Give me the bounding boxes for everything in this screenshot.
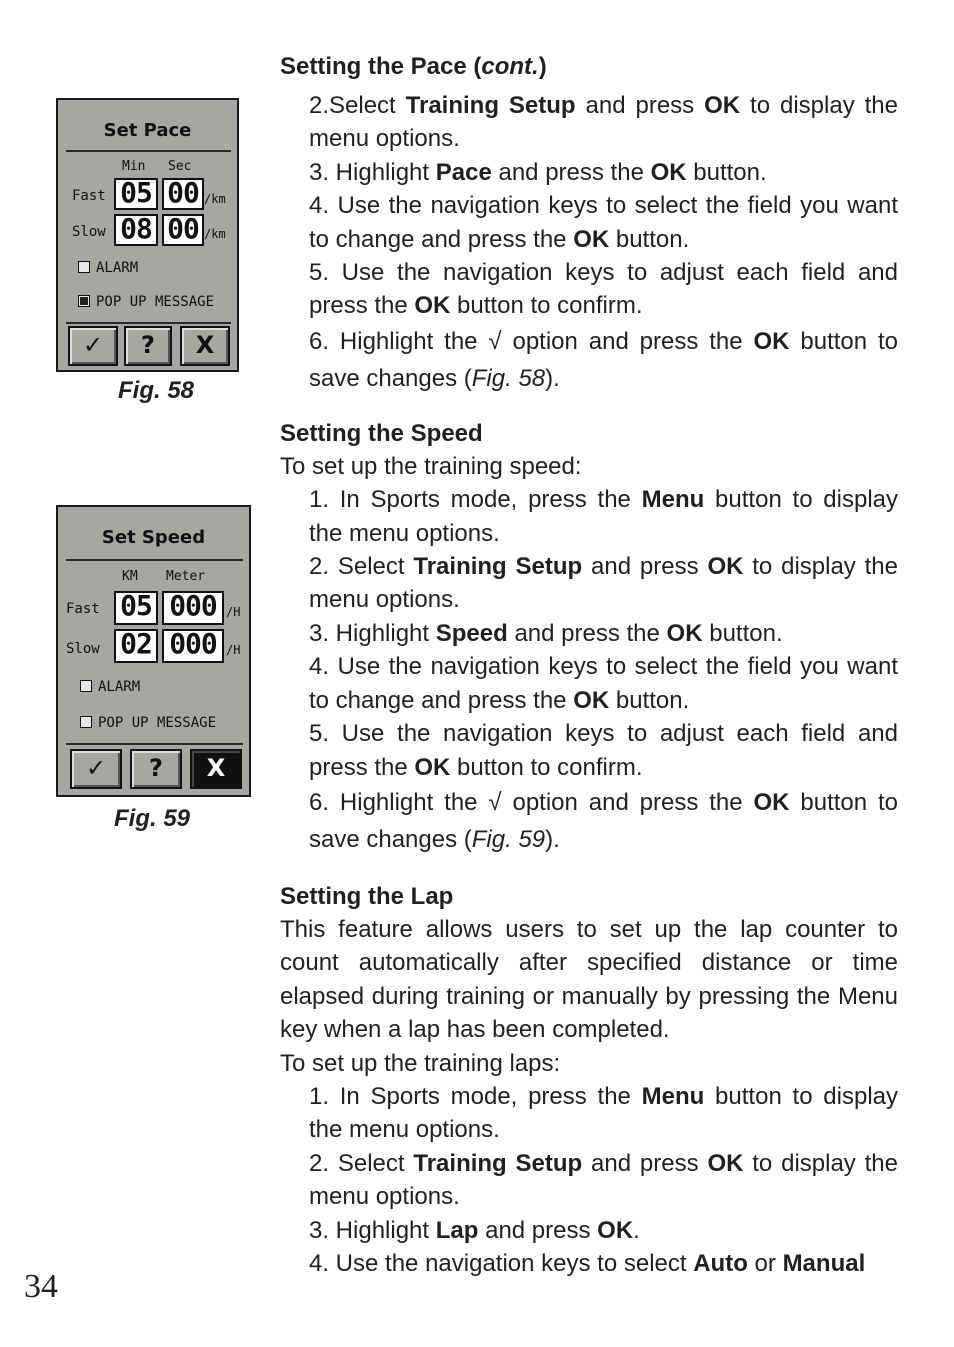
fast-meter-field[interactable]: 000 [162,591,224,625]
popup-option[interactable] [80,715,216,731]
popup-checkbox[interactable] [78,295,90,307]
lap-steps [280,1080,898,1280]
slow-label: Slow [72,224,106,240]
alarm-label: ALARM [96,260,139,276]
main-text [280,50,898,1280]
fast-unit: /km [204,192,226,206]
confirm-button[interactable]: ✓ [68,326,118,366]
slow-km-field[interactable]: 02 [114,629,158,663]
speed-step-4: 4. Use the navigation keys to select the field you want to change and press the OK button. [309,653,898,714]
fig-59-caption: Fig. 59 [114,805,191,832]
alarm-option[interactable] [80,679,140,695]
set-pace-screen [56,98,239,372]
slow-meter-field[interactable]: 000 [162,629,224,663]
help-button[interactable]: ? [124,326,172,366]
title-divider [66,559,243,561]
lap-intro-2: To set up the training laps: [280,1049,561,1077]
meter-header: Meter [166,569,206,584]
fast-km-field[interactable]: 05 [114,591,158,625]
speed-step-5: 5. Use the navigation keys to adjust each field and press the OK button to confirm. [309,720,898,781]
lap-step-3: 3. Highlight Lap and press OK. [309,1216,640,1244]
buttons-divider [66,743,243,745]
pace-step-5: 5. Use the navigation keys to adjust each field and press the OK button to confirm. [309,259,898,320]
slow-min-field[interactable]: 08 [114,214,158,246]
fast-label: Fast [66,601,100,617]
set-pace-title: Set Pace [103,120,192,141]
pace-step-6: 6. Highlight the √ option and press the OK button to save changes (Fig. 58). [309,327,899,392]
speed-steps [280,483,898,858]
popup-label: POP UP MESSAGE [96,294,215,310]
speed-step-3: 3. Highlight Speed and press the OK button. [309,619,783,647]
slow-unit: /km [204,227,226,241]
speed-section [280,417,898,858]
lap-step-2: 2. Select Training Setup and press OK to display the menu options. [309,1149,899,1211]
alarm-option[interactable] [78,260,138,276]
fast-min-field[interactable]: 05 [114,178,158,210]
pace-step-2: 2.Select Training Setup and press OK to display the menu options. [309,92,898,153]
fast-unit: /H [226,605,241,619]
popup-label: POP UP MESSAGE [98,715,217,731]
speed-step-2: 2. Select Training Setup and press OK to display the menu options. [309,553,899,614]
cancel-button[interactable]: X [180,326,230,366]
set-speed-title: Set Speed [101,527,206,548]
pace-step-4: 4. Use the navigation keys to select the field you want to change and press the OK button. [309,192,898,253]
speed-step-1: 1. In Sports mode, press the Menu button to display the menu options. [309,486,899,547]
fig-58-caption: Fig. 58 [118,377,195,404]
lap-heading: Setting the Lap [280,882,454,910]
lap-intro: This feature allows users to set up the lap counter to count automatically after specified distance or time elapsed during training or manually by pressing the Menu key when a lap has been completed. [280,915,898,1044]
popup-checkbox[interactable] [80,716,92,728]
min-header: Min [122,159,146,174]
speed-heading: Setting the Speed [280,419,483,447]
speed-intro: To set up the training speed: [280,452,582,480]
alarm-label: ALARM [98,679,141,695]
title-divider [66,150,231,152]
sec-header: Sec [168,159,192,174]
alarm-checkbox[interactable] [80,680,92,692]
confirm-button[interactable]: ✓ [70,749,122,789]
pace-step-3: 3. Highlight Pace and press the OK button. [309,158,767,186]
buttons-divider [66,322,231,324]
speed-step-6: 6. Highlight the √ option and press the OK button to save changes (Fig. 59). [309,788,899,853]
lap-step-1: 1. In Sports mode, press the Menu button to display the menu options. [309,1082,899,1144]
pace-heading: Setting the Pace (cont.) [280,53,547,80]
fast-sec-field[interactable]: 00 [162,178,204,210]
page-number: 34 [24,1268,58,1305]
cancel-button[interactable]: X [190,749,242,789]
fast-label: Fast [72,188,106,204]
lap-section [280,880,898,1280]
lap-step-4: 4. Use the navigation keys to select Auto or Manual [309,1249,866,1277]
slow-sec-field[interactable]: 00 [162,214,204,246]
popup-option[interactable] [78,294,214,310]
slow-unit: /H [226,643,241,657]
alarm-checkbox[interactable] [78,261,90,273]
slow-label: Slow [66,641,100,657]
km-header: KM [122,569,138,584]
pace-section [280,50,898,397]
help-button[interactable]: ? [130,749,182,789]
pace-steps [280,89,898,397]
set-speed-screen [56,505,251,797]
